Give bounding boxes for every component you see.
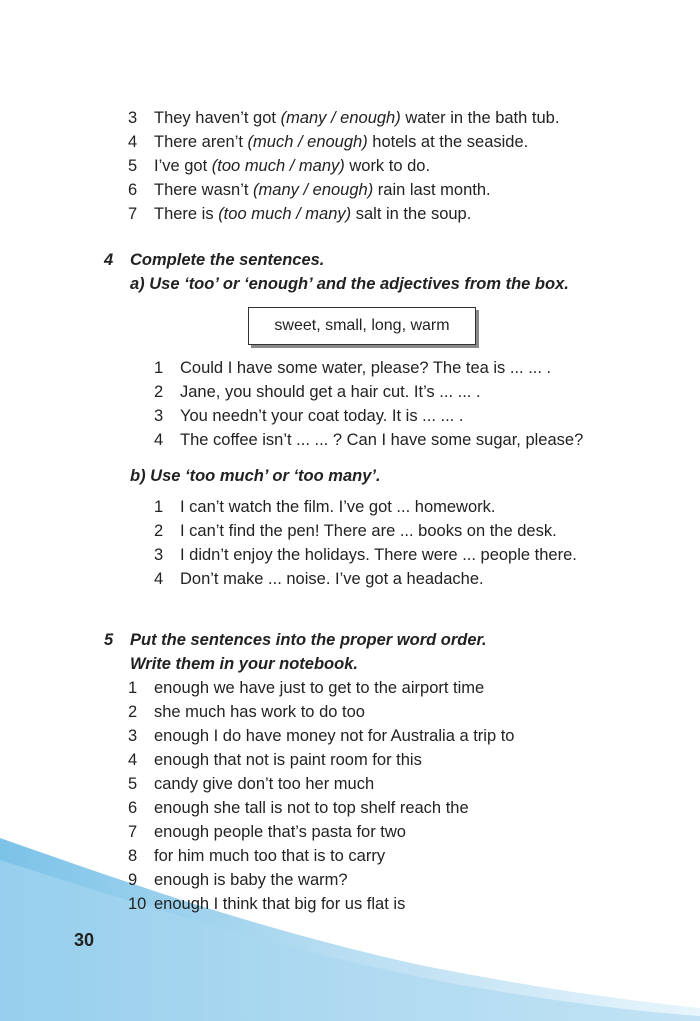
item-number: 1 bbox=[128, 679, 138, 697]
item-number: 4 bbox=[128, 133, 138, 151]
item-number: 2 bbox=[154, 383, 164, 401]
item-text-pre: I’ve got bbox=[154, 157, 212, 175]
item-options: (many / enough) bbox=[253, 181, 374, 199]
item-text: I can’t find the pen! There are ... books on the desk. bbox=[180, 522, 557, 540]
item-number: 1 bbox=[154, 359, 164, 377]
item-text-post: work to do. bbox=[344, 157, 431, 175]
exercise-title: Put the sentences into the proper word order. bbox=[130, 631, 487, 649]
item-text: I can’t watch the film. I’ve got ... homework. bbox=[180, 498, 496, 516]
item-number: 6 bbox=[128, 181, 138, 199]
item-number: 8 bbox=[128, 847, 138, 865]
item-options: (too much / many) bbox=[218, 205, 352, 223]
item-text-pre: There aren’t bbox=[154, 133, 248, 151]
item-text-post: water in the bath tub. bbox=[400, 109, 560, 127]
item-number: 4 bbox=[128, 751, 138, 769]
item-text: Could I have some water, please? The tea is ... ... . bbox=[180, 359, 552, 377]
item-text: candy give don’t too her much bbox=[154, 775, 375, 793]
exercise-title-2: Write them in your notebook. bbox=[130, 655, 358, 673]
item-number: 2 bbox=[154, 522, 164, 540]
item-text: You needn’t your coat today. It is ... ... . bbox=[180, 407, 464, 425]
item-number: 2 bbox=[128, 703, 138, 721]
item-text: she much has work to do too bbox=[154, 703, 365, 721]
item-text-pre: There wasn’t bbox=[154, 181, 254, 199]
item-number: 6 bbox=[128, 799, 138, 817]
item-number: 4 bbox=[154, 570, 164, 588]
part-a-instruction: a) Use ‘too’ or ‘enough’ and the adjectives from the box. bbox=[130, 275, 569, 293]
item-options: (too much / many) bbox=[211, 157, 345, 175]
item-text: enough we have just to get to the airport time bbox=[154, 679, 485, 697]
item-text: enough I think that big for us flat is bbox=[154, 895, 406, 913]
exercise-number: 4 bbox=[104, 251, 114, 269]
item-number: 3 bbox=[128, 109, 138, 127]
exercise-title: Complete the sentences. bbox=[130, 251, 325, 269]
item-text bbox=[154, 108, 559, 128]
item-text: enough she tall is not to top shelf reach the bbox=[154, 799, 469, 817]
item-text: enough is baby the warm? bbox=[154, 871, 348, 889]
item-text-pre: There is bbox=[154, 205, 219, 223]
page-number: 30 bbox=[74, 930, 95, 950]
item-text-pre: They haven’t got bbox=[154, 109, 281, 127]
item-number: 3 bbox=[128, 727, 138, 745]
item-number: 3 bbox=[154, 546, 164, 564]
item-number: 10 bbox=[128, 895, 147, 913]
item-options: (many / enough) bbox=[280, 109, 401, 127]
item-number: 4 bbox=[154, 431, 164, 449]
item-options: (much / enough) bbox=[247, 133, 368, 151]
part-b-instruction: b) Use ‘too much’ or ‘too many’. bbox=[130, 467, 381, 485]
item-number: 9 bbox=[128, 871, 138, 889]
item-text-post: hotels at the seaside. bbox=[367, 133, 529, 151]
item-text: Jane, you should get a hair cut. It’s ... ... . bbox=[180, 383, 481, 401]
item-number: 5 bbox=[128, 157, 138, 175]
item-text bbox=[154, 156, 430, 176]
item-text: The coffee isn’t ... ... ? Can I have some sugar, please? bbox=[180, 431, 584, 449]
item-number: 3 bbox=[154, 407, 164, 425]
item-text: I didn’t enjoy the holidays. There were ... people there. bbox=[180, 546, 577, 564]
item-text: enough I do have money not for Australia a trip to bbox=[154, 727, 515, 745]
item-number: 5 bbox=[128, 775, 138, 793]
item-text-post: rain last month. bbox=[373, 181, 491, 199]
item-text bbox=[154, 132, 528, 152]
item-text: enough people that’s pasta for two bbox=[154, 823, 406, 841]
item-text: for him much too that is to carry bbox=[154, 847, 386, 865]
exercise-number: 5 bbox=[104, 631, 114, 649]
item-number: 1 bbox=[154, 498, 164, 516]
item-text: enough that not is paint room for this bbox=[154, 751, 422, 769]
item-text bbox=[154, 204, 471, 224]
item-number: 7 bbox=[128, 823, 138, 841]
item-text-post: salt in the soup. bbox=[351, 205, 472, 223]
item-number: 7 bbox=[128, 205, 138, 223]
item-text bbox=[154, 180, 491, 200]
word-box-text: sweet, small, long, warm bbox=[274, 317, 450, 334]
item-text: Don’t make ... noise. I’ve got a headache. bbox=[180, 570, 484, 588]
